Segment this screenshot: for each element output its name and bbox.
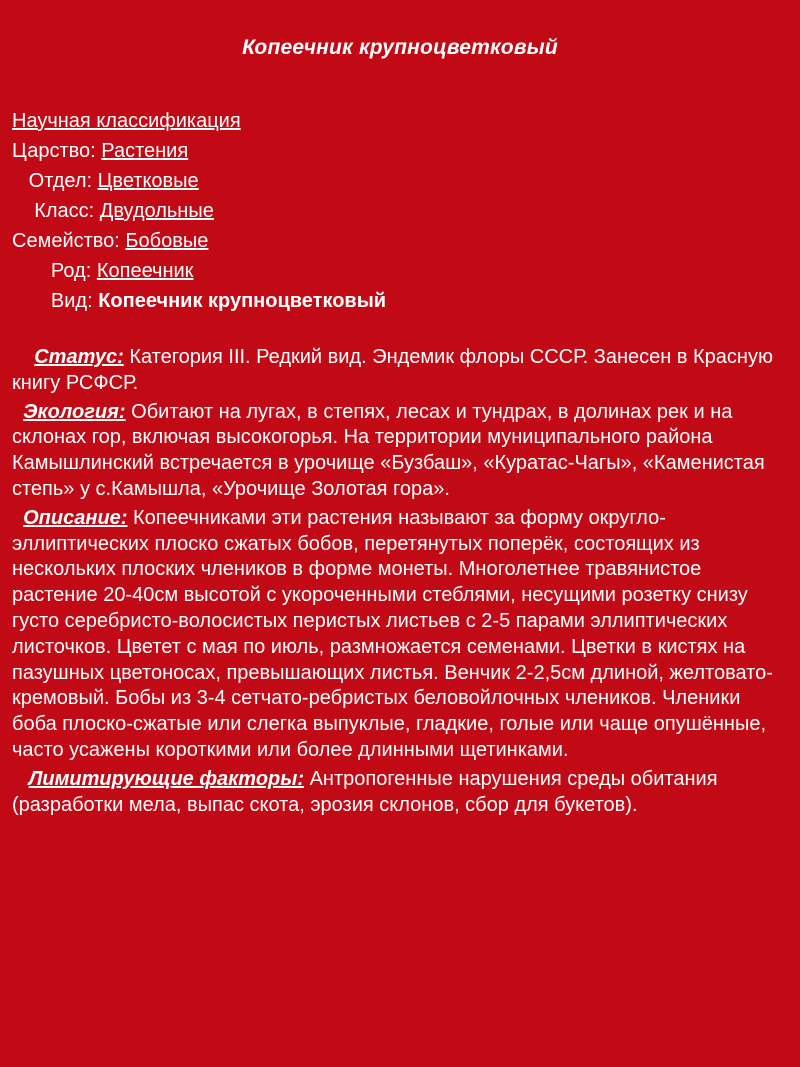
classification-row-kingdom — [12, 136, 712, 166]
description-paragraph — [12, 506, 790, 764]
description-body — [12, 345, 790, 821]
ecology-paragraph — [12, 400, 790, 503]
classification-row-division — [12, 166, 712, 196]
classification-row-species — [12, 286, 712, 316]
status-label: Статус: — [34, 346, 124, 368]
classification-row-class — [12, 196, 712, 226]
ecology-text: Обитают на лугах, в степях, лесах и тундрах, в долинах рек и на склонах гор, включая высокогорья. На территории муниципального района Камышлинский встречается в урочище «Бузбаш», «Куратас-Чагы», «Каменистая степь» у с.Камышла, «Урочище Золотая гора». — [12, 400, 765, 500]
division-key: Отдел: — [28, 170, 98, 192]
kingdom-key: Царство: — [12, 140, 102, 162]
genus-link[interactable]: Копеечник — [96, 260, 194, 282]
species-value: Копеечник крупноцветковый — [98, 290, 387, 312]
limiting-text: Антропогенные нарушения среды обитания (разработки мела, выпас скота, эрозия склонов, сбор для букетов). — [12, 767, 718, 816]
classification-row-family — [12, 226, 712, 256]
family-key: Семейство: — [12, 230, 126, 252]
division-link[interactable]: Цветковые — [97, 170, 199, 192]
class-key: Класс: — [34, 200, 100, 222]
status-paragraph — [12, 345, 790, 397]
species-key: Вид: — [50, 290, 99, 312]
classification-heading — [12, 106, 712, 136]
limiting-paragraph — [12, 767, 790, 819]
class-link[interactable]: Двудольные — [99, 200, 214, 222]
description-text: Копеечниками эти растения называют за форму округло-эллиптических плоско сжатых бобов, перетянутых поперёк, состоящих из нескольких плоских члеников в форме монеты. Многолетнее травянистое растение 20-40см высотой с укороченными стеблями, несущими розетку снизу густо серебристо-волосистых перистых листьев с 2-5 парами эллиптических листочков. Цветет с мая по июль, размножается семенами. Цветки в кистях на пазушных цветоносах, превышающих листья. Венчик 2-2,5см длиной, желтовато-кремовый. Бобы из 3-4 сетчато-ребристых беловойлочных члеников. Членики боба плоско-сжатые или слегка выпуклые, гладкие, голые или чаще опушённые, часто усажены короткими или более длинными щетинками. — [12, 506, 773, 761]
ecology-label: Экология: — [23, 400, 126, 423]
status-text: Категория III. Редкий вид. Эндемик флоры СССР. Занесен в Красную книгу РСФСР. — [12, 346, 773, 394]
kingdom-link[interactable]: Растения — [101, 140, 189, 162]
family-link[interactable]: Бобовые — [125, 230, 209, 252]
classification-heading-text: Научная классификация — [12, 110, 241, 132]
classification-row-genus — [12, 256, 712, 286]
page-title: Копеечник крупноцветковый — [242, 36, 558, 59]
description-label: Описание: — [23, 506, 128, 529]
limiting-label: Лимитирующие факторы: — [28, 767, 305, 790]
genus-key: Род: — [50, 260, 97, 282]
classification-block — [12, 106, 712, 316]
